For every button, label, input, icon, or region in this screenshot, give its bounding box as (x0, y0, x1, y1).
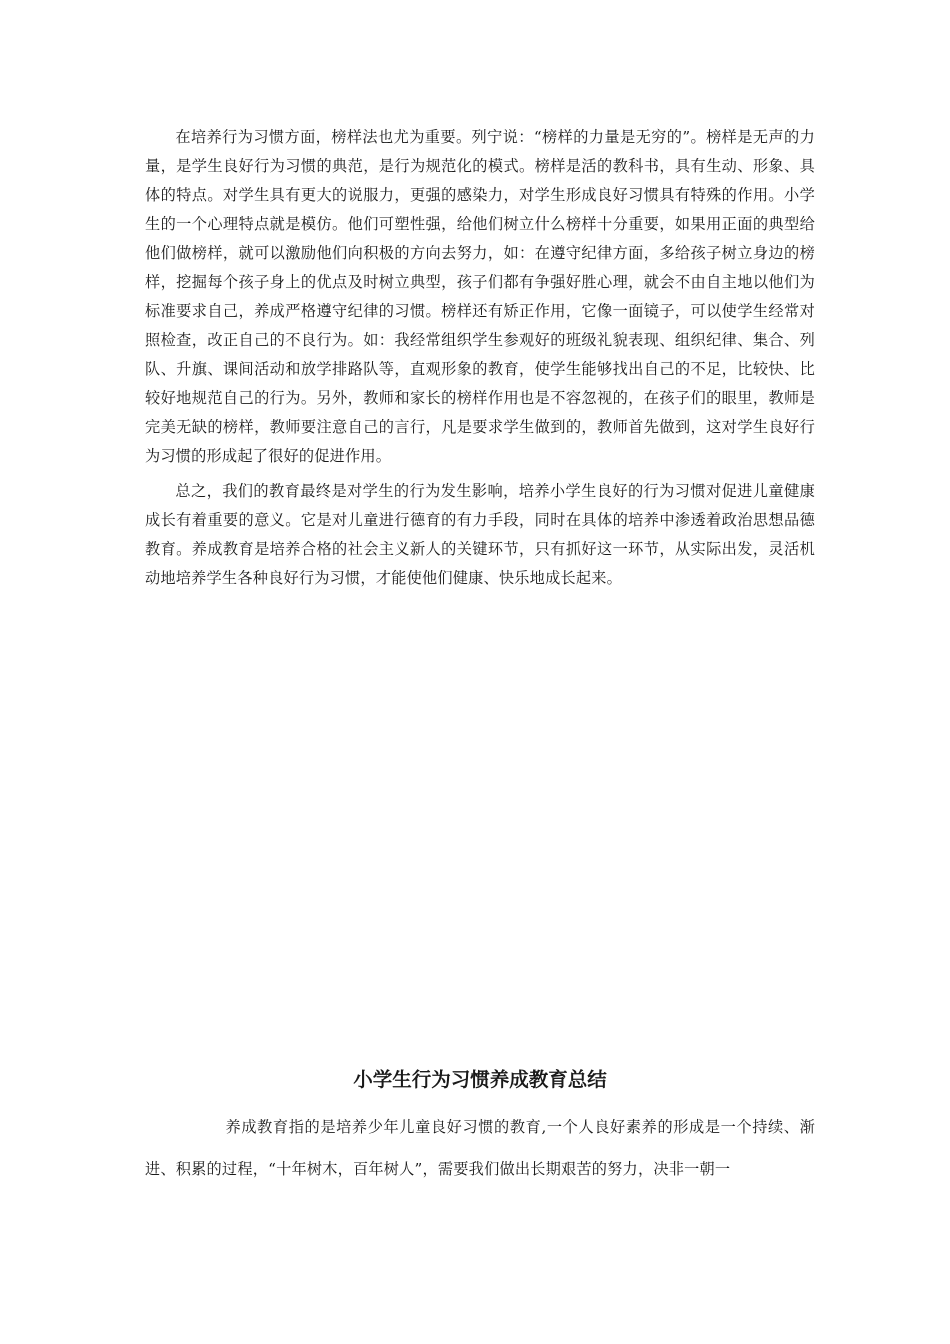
body-section-top (145, 123, 815, 599)
document-title: 小学生行为习惯养成教育总结 (353, 1068, 607, 1091)
paragraph-intro: 养成教育指的是培养少年儿童良好习惯的教育,一个人良好素养的形成是一个持续、渐进、积累的过程，“十年树木，百年树人”，需要我们做出长期艰苦的努力，决非一朝一 (145, 1118, 815, 1178)
paragraph-role-models: 在培养行为习惯方面，榜样法也尤为重要。列宁说：“榜样的力量是无穷的”。榜样是无声的力量，是学生良好行为习惯的典范，是行为规范化的模式。榜样是活的教科书，具有生动、形象、具体的特点。对学生具有更大的说服力，更强的感染力，对学生形成良好习惯具有特殊的作用。小学生的一个心理特点就是模仿。他们可塑性强，给他们树立什么榜样十分重要，如果用正面的典型给他们做榜样，就可以激励他们向积极的方向去努力，如：在遵守纪律方面，多给孩子树立身边的榜样，挖掘每个孩子身上的优点及时树立典型，孩子们都有争强好胜心理，就会不由自主地以他们为标准要求自己，养成严格遵守纪律的习惯。榜样还有矫正作用，它像一面镜子，可以使学生经常对照检查，改正自己的不良行为。如：我经常组织学生参观好的班级礼貌表现、组织纪律、集合、列队、升旗、课间活动和放学排路队等，直观形象的教育，使学生能够找出自己的不足，比较快、比较好地规范自己的行为。另外，教师和家长的榜样作用也是不容忽视的，在孩子们的眼里，教师是完美无缺的榜样，教师要注意自己的言行，凡是要求学生做到的，教师首先做到，这对学生良好行为习惯的形成起了很好的促进作用。 (145, 128, 815, 465)
body-section-bottom (145, 1106, 815, 1190)
paragraph-conclusion: 总之，我们的教育最终是对学生的行为发生影响，培养小学生良好的行为习惯对促进儿童健康成长有着重要的意义。它是对儿童进行德育的有力手段，同时在具体的培养中渗透着政治思想品德教育。养成教育是培养合格的社会主义新人的关键环节，只有抓好这一环节，从实际出发，灵活机动地培养学生各种良好行为习惯，才能使他们健康、快乐地成长起来。 (145, 482, 815, 587)
